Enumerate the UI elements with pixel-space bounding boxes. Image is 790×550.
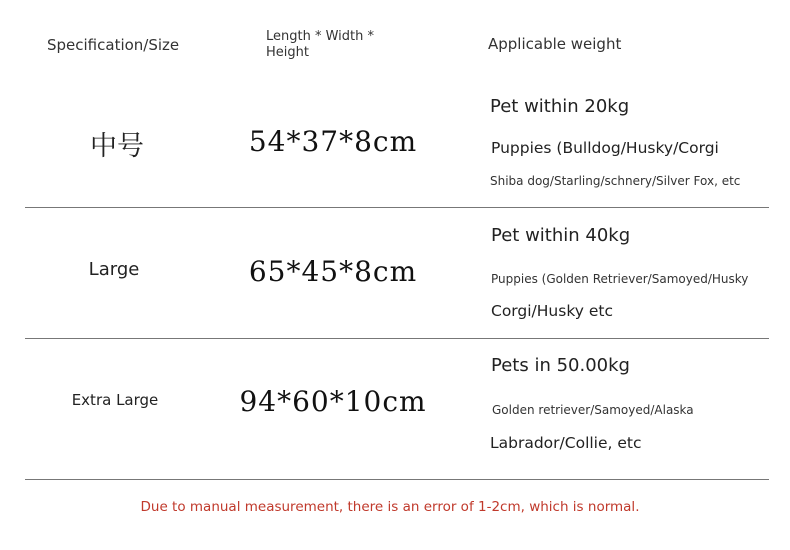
header-size: Specification/Size [47, 36, 180, 54]
row-1-dimensions: 54*37*8cm [248, 125, 418, 158]
row-divider [25, 479, 769, 480]
header-dimensions: Length * Width * Height [266, 29, 375, 60]
row-3-weight-title: Pets in 50.00kg [491, 355, 630, 376]
row-1-breeds-line-2: Shiba dog/Starling/schnery/Silver Fox, etc [490, 174, 741, 188]
row-divider [25, 207, 769, 208]
row-3-breeds-line-1: Golden retriever/Samoyed/Alaska [492, 403, 694, 417]
row-1-weight-title: Pet within 20kg [490, 96, 630, 117]
row-1-breeds-line-1: Puppies (Bulldog/Husky/Corgi [491, 139, 719, 157]
row-1-size: 中号 [90, 131, 144, 162]
row-divider [25, 338, 769, 339]
row-2-dimensions: 65*45*8cm [248, 255, 418, 288]
header-weight: Applicable weight [488, 35, 622, 53]
row-2-breeds-line-1: Puppies (Golden Retriever/Samoyed/Husky [491, 272, 749, 286]
row-2-weight-title: Pet within 40kg [491, 225, 631, 246]
row-2-size: Large [88, 259, 140, 280]
row-3-size: Extra Large [71, 391, 159, 409]
row-3-dimensions: 94*60*10cm [239, 385, 427, 418]
measurement-note: Due to manual measurement, there is an error of 1-2cm, which is normal. [140, 499, 640, 515]
row-2-breeds-line-2: Corgi/Husky etc [491, 302, 613, 320]
row-3-breeds-line-2: Labrador/Collie, etc [490, 434, 642, 452]
